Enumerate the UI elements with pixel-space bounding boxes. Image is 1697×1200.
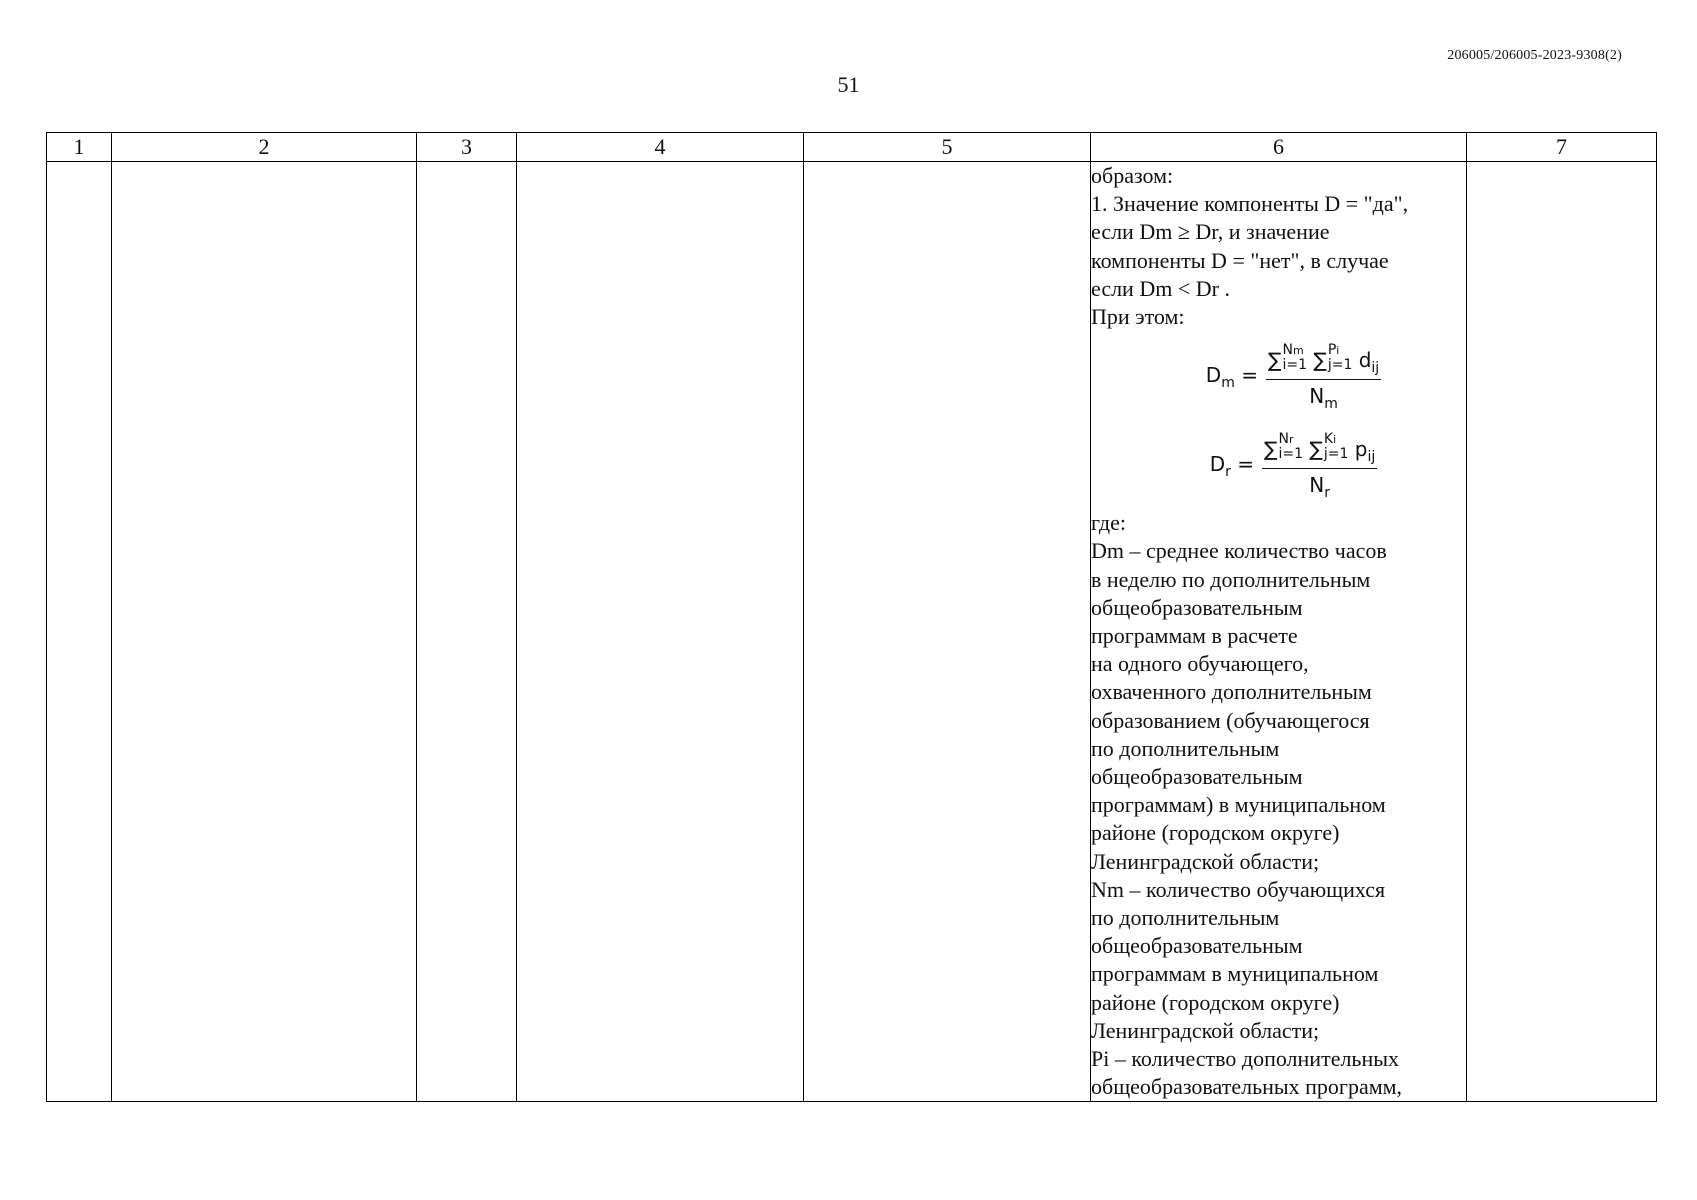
cell-col-6 <box>1091 162 1467 1102</box>
column-header: 3 <box>417 133 517 162</box>
column-header: 6 <box>1091 133 1467 162</box>
text-line: если Dm ≥ Dr, и значение <box>1091 219 1330 245</box>
text-line: общеобразовательным <box>1091 594 1303 620</box>
text-line: программам в муниципальном <box>1091 961 1379 987</box>
document-id: 206005/206005-2023-9308(2) <box>1447 48 1622 63</box>
formula-dr <box>1091 423 1466 509</box>
text-line: программам) в муниципальном <box>1091 792 1386 818</box>
text-line: компоненты D = "нет", в случае <box>1091 247 1389 273</box>
text-line: где: <box>1091 510 1126 536</box>
header-row <box>47 133 1657 162</box>
text-line: Ленинградской области; <box>1091 848 1320 874</box>
text-line: Ленинградской области; <box>1091 1017 1320 1043</box>
text-line: районе (городском округе) <box>1091 989 1340 1015</box>
formula-lhs: $D_r$ = <box>1209 452 1255 481</box>
text-line: по дополнительным <box>1091 735 1280 761</box>
formula-denominator: $N_r$ <box>1309 472 1331 501</box>
cell-col-4 <box>517 162 804 1102</box>
text-line: Pi – количество дополнительных <box>1091 1046 1400 1072</box>
text-line: 1. Значение компоненты D = "да", <box>1091 191 1409 217</box>
cell-col-1 <box>47 162 112 1102</box>
formula-lhs: $D_m$ = <box>1205 363 1258 392</box>
formula-dm <box>1091 331 1466 423</box>
text-line: общеобразовательным <box>1091 933 1303 959</box>
text-line: по дополнительным <box>1091 905 1280 931</box>
cell-col-5 <box>804 162 1091 1102</box>
text-line: общеобразовательным <box>1091 764 1303 790</box>
formula-fraction <box>1262 432 1377 501</box>
text-line: в неделю по дополнительным <box>1091 566 1371 592</box>
main-table <box>46 132 1657 1102</box>
formula-numerator: ∑ Nr i=1 ∑ Ki j=1 $p_{ij}$ <box>1264 430 1376 465</box>
page-number: 51 <box>837 72 860 97</box>
col6-top-text <box>1091 162 1466 331</box>
formula-denominator: $N_m$ <box>1309 383 1338 412</box>
col6-bottom-text <box>1091 509 1466 1101</box>
text-line: районе (городском округе) <box>1091 820 1340 846</box>
column-header: 4 <box>517 133 804 162</box>
column-header: 1 <box>47 133 112 162</box>
cell-col-2 <box>112 162 417 1102</box>
column-header: 5 <box>804 133 1091 162</box>
text-line: если Dm < Dr . <box>1091 275 1230 301</box>
text-line: Nm – количество обучающихся <box>1091 876 1386 902</box>
column-header: 2 <box>112 133 417 162</box>
cell-col-7 <box>1467 162 1657 1102</box>
text-line: При этом: <box>1091 304 1185 330</box>
text-line: на одного обучающего, <box>1091 651 1309 677</box>
text-line: программам в расчете <box>1091 623 1298 649</box>
text-line: охваченного дополнительным <box>1091 679 1372 705</box>
text-line: Dm – среднее количество часов <box>1091 538 1387 564</box>
table-row <box>47 162 1657 1102</box>
cell-col-3 <box>417 162 517 1102</box>
text-line: образованием (обучающегося <box>1091 707 1370 733</box>
formula-fraction <box>1266 343 1381 412</box>
text-line: образом: <box>1091 163 1174 188</box>
text-line: общеобразовательных программ, <box>1091 1074 1403 1100</box>
formula-numerator: ∑ Nm i=1 ∑ Pi j=1 $d_{ij}$ <box>1267 341 1380 376</box>
column-header: 7 <box>1467 133 1657 162</box>
